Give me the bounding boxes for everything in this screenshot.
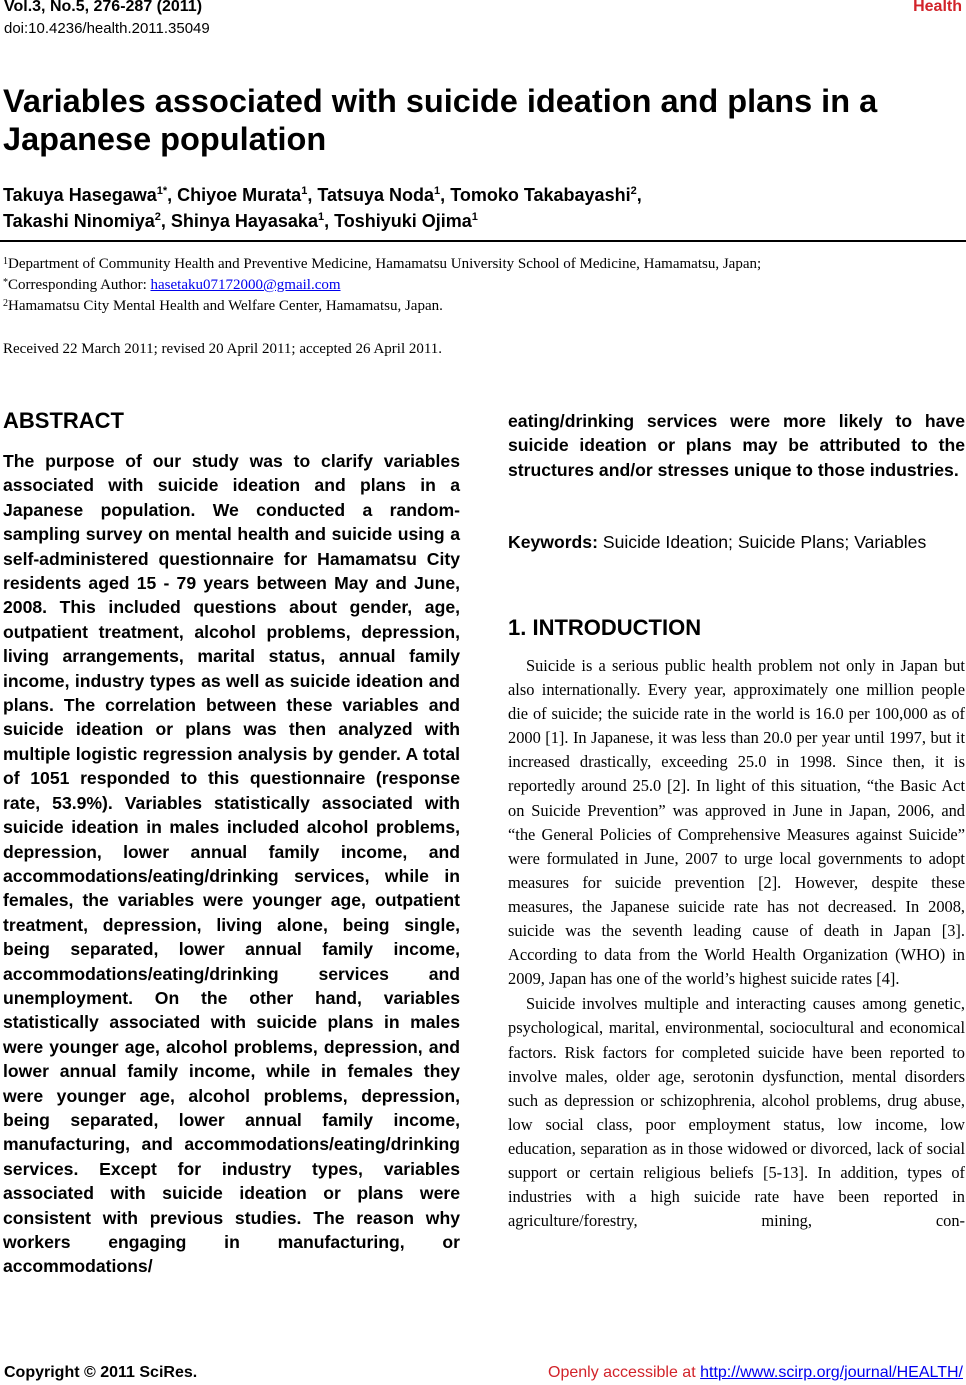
author-name: Toshiyuki Ojima — [334, 211, 472, 231]
author-affiliation-mark: 2 — [630, 185, 637, 197]
author-name: Takuya Hasegawa — [3, 185, 157, 205]
abstract-text-right: eating/drinking services were more likely to have suicide ideation or plans may be attributed to the structures and/or stresses unique to those industries. — [508, 411, 965, 480]
received-dates: Received 22 March 2011; revised 20 April 2011; accepted 26 April 2011. — [3, 341, 443, 357]
author-affiliation-mark: 1* — [156, 185, 168, 197]
keywords-label: Keywords: — [508, 532, 598, 552]
author-name: Shinya Hayasaka — [170, 211, 318, 231]
introduction-body — [508, 654, 965, 1233]
author-name: Takashi Ninomiya — [3, 211, 155, 231]
abstract-text-left: The purpose of our study was to clarify variables associated with suicide ideation and plans in a Japanese population. We conducted a random-sampling survey on mental health and suicide using a self-administered questionnaire for Hamamatsu City residents aged 15 - 79 years between May and June, 2008. This included questions about gender, age, outpatient treatment, alcohol problems, depression, living arrangements, marital status, annual family income, industry types as well as suicide ideation and plans. The correlation between these variables and suicide ideation or plans was then analyzed with multiple logistic regression analysis by gender. A total of 1051 responded to this questionnaire (response rate, 53.9%). Variables statistically associated with suicide ideation in males included alcohol problems, depression, lower annual family income, and accommodations/eating/drinking services, while in females, the variables were younger age, outpatient treatment, depression, living alone, being single, being separated, lower annual family income, accommodations/eating/drinking services and unemployment. On the other hand, variables statistically associated with suicide plans in males were younger age, alcohol problems, depression, and lower annual family income, while in females they were younger age, alcohol problems, depression, being separated, lower annual family income, manufacturing, and accommodations/eating/drinking services. Except for industry types, variables associated with suicide ideation or plans were consistent with previous studies. The reason why workers engaging in manufacturing, or accommodations/ — [3, 451, 460, 1277]
author-list: Takuya Hasegawa$^{1*}$, Chiyoe Murata$^1$, Tatsuya Noda$^1$, Tomoko Takabayashi$^2$, Takashi Ninomiya$^2$, Shinya Hayasaka$^1$, Toshiyuki Ojima$^1$ — [3, 185, 642, 231]
author-affiliation-mark: 2 — [154, 211, 161, 223]
author-affiliation-mark: 1 — [301, 185, 308, 197]
author-name: Tomoko Takabayashi — [450, 185, 631, 205]
author-name: Tatsuya Noda — [317, 185, 435, 205]
keywords-text: Suicide Ideation; Suicide Plans; Variables — [602, 532, 927, 552]
paragraph: Suicide involves multiple and interacting causes among genetic, psychological, marital, environmental, sociocultural and economical factors. Risk factors for completed suicide have been reported to involve males, older age, serotonin dysfunction, mental disorders such as depression or schizophrenia, alcohol problems, drug abuse, low social class, poor employment status, low income, low education, separation as in those widowed or divorced, lack of social support or certain religious beliefs [5-13]. In addition, types of industries with a high suicide rate have been reported in agriculture/forestry, mining, con- — [508, 994, 965, 1231]
author-affiliation-mark: 1 — [317, 211, 325, 223]
affiliation-2: $^2$Hamamatsu City Mental Health and Welfare Center, Hamamatsu, Japan. — [3, 298, 443, 314]
journal-volume: Vol.3, No.5, 276-287 (2011) — [4, 0, 203, 15]
author-affiliation-mark: 1 — [471, 211, 478, 223]
doi: doi:10.4236/health.2011.35049 — [4, 20, 210, 37]
author-affiliation-mark: 1 — [434, 185, 441, 197]
paragraph: Suicide is a serious public health problem not only in Japan but also internationally. Every year, approximately one million people die of suicide; the suicide rate in the world is 16.0 per 100,000 as of 2000 [1]. In Japanese, it was less than 20.0 per year until 1997, but it increased drastically, exceeding 25.0 in 1998. Since then, it is reportedly around 25.0 [2]. In light of this situation, “the Basic Act on Suicide Prevention” was approved in June in Japan, 2006, and “the General Policies of Comprehensive Measures against Suicide” were formulated in June, 2007 to urge local governments to adopt measures for suicide prevention [2]. However, despite these measures, the Japanese suicide rate has not decreased. In 2008, suicide was the seventh leading cause of death in Japan [3]. According to data from the World Health Organization (WHO) in 2009, Japan has one of the world’s highest suicide rates [4]. — [508, 656, 965, 989]
paper-title: Variables associated with suicide ideation and plans in a Japanese population — [3, 83, 878, 157]
author-name: Chiyoe Murata — [177, 185, 302, 205]
corresponding-author: *Corresponding Author: hasetaku07172000@gmail.com — [3, 277, 341, 293]
corresponding-email-link[interactable]: hasetaku07172000@gmail.com — [150, 277, 341, 293]
abstract-heading: ABSTRACT — [3, 408, 124, 433]
journal-name: Health — [913, 0, 962, 15]
open-access-note — [548, 1364, 963, 1382]
header-divider — [0, 240, 966, 242]
section-heading-introduction: 1. INTRODUCTION — [508, 615, 702, 640]
affiliations — [3, 254, 963, 317]
affiliation-1: $^1$Department of Community Health and Preventive Medicine, Hamamatsu University School of Medicine, Hamamatsu, Japan; — [3, 256, 762, 272]
open-access-text: Openly accessible at — [548, 1364, 701, 1381]
keywords — [508, 530, 965, 554]
journal-url-link[interactable]: http://www.scirp.org/journal/HEALTH/ — [700, 1364, 963, 1381]
copyright: Copyright © 2011 SciRes. — [4, 1364, 198, 1381]
